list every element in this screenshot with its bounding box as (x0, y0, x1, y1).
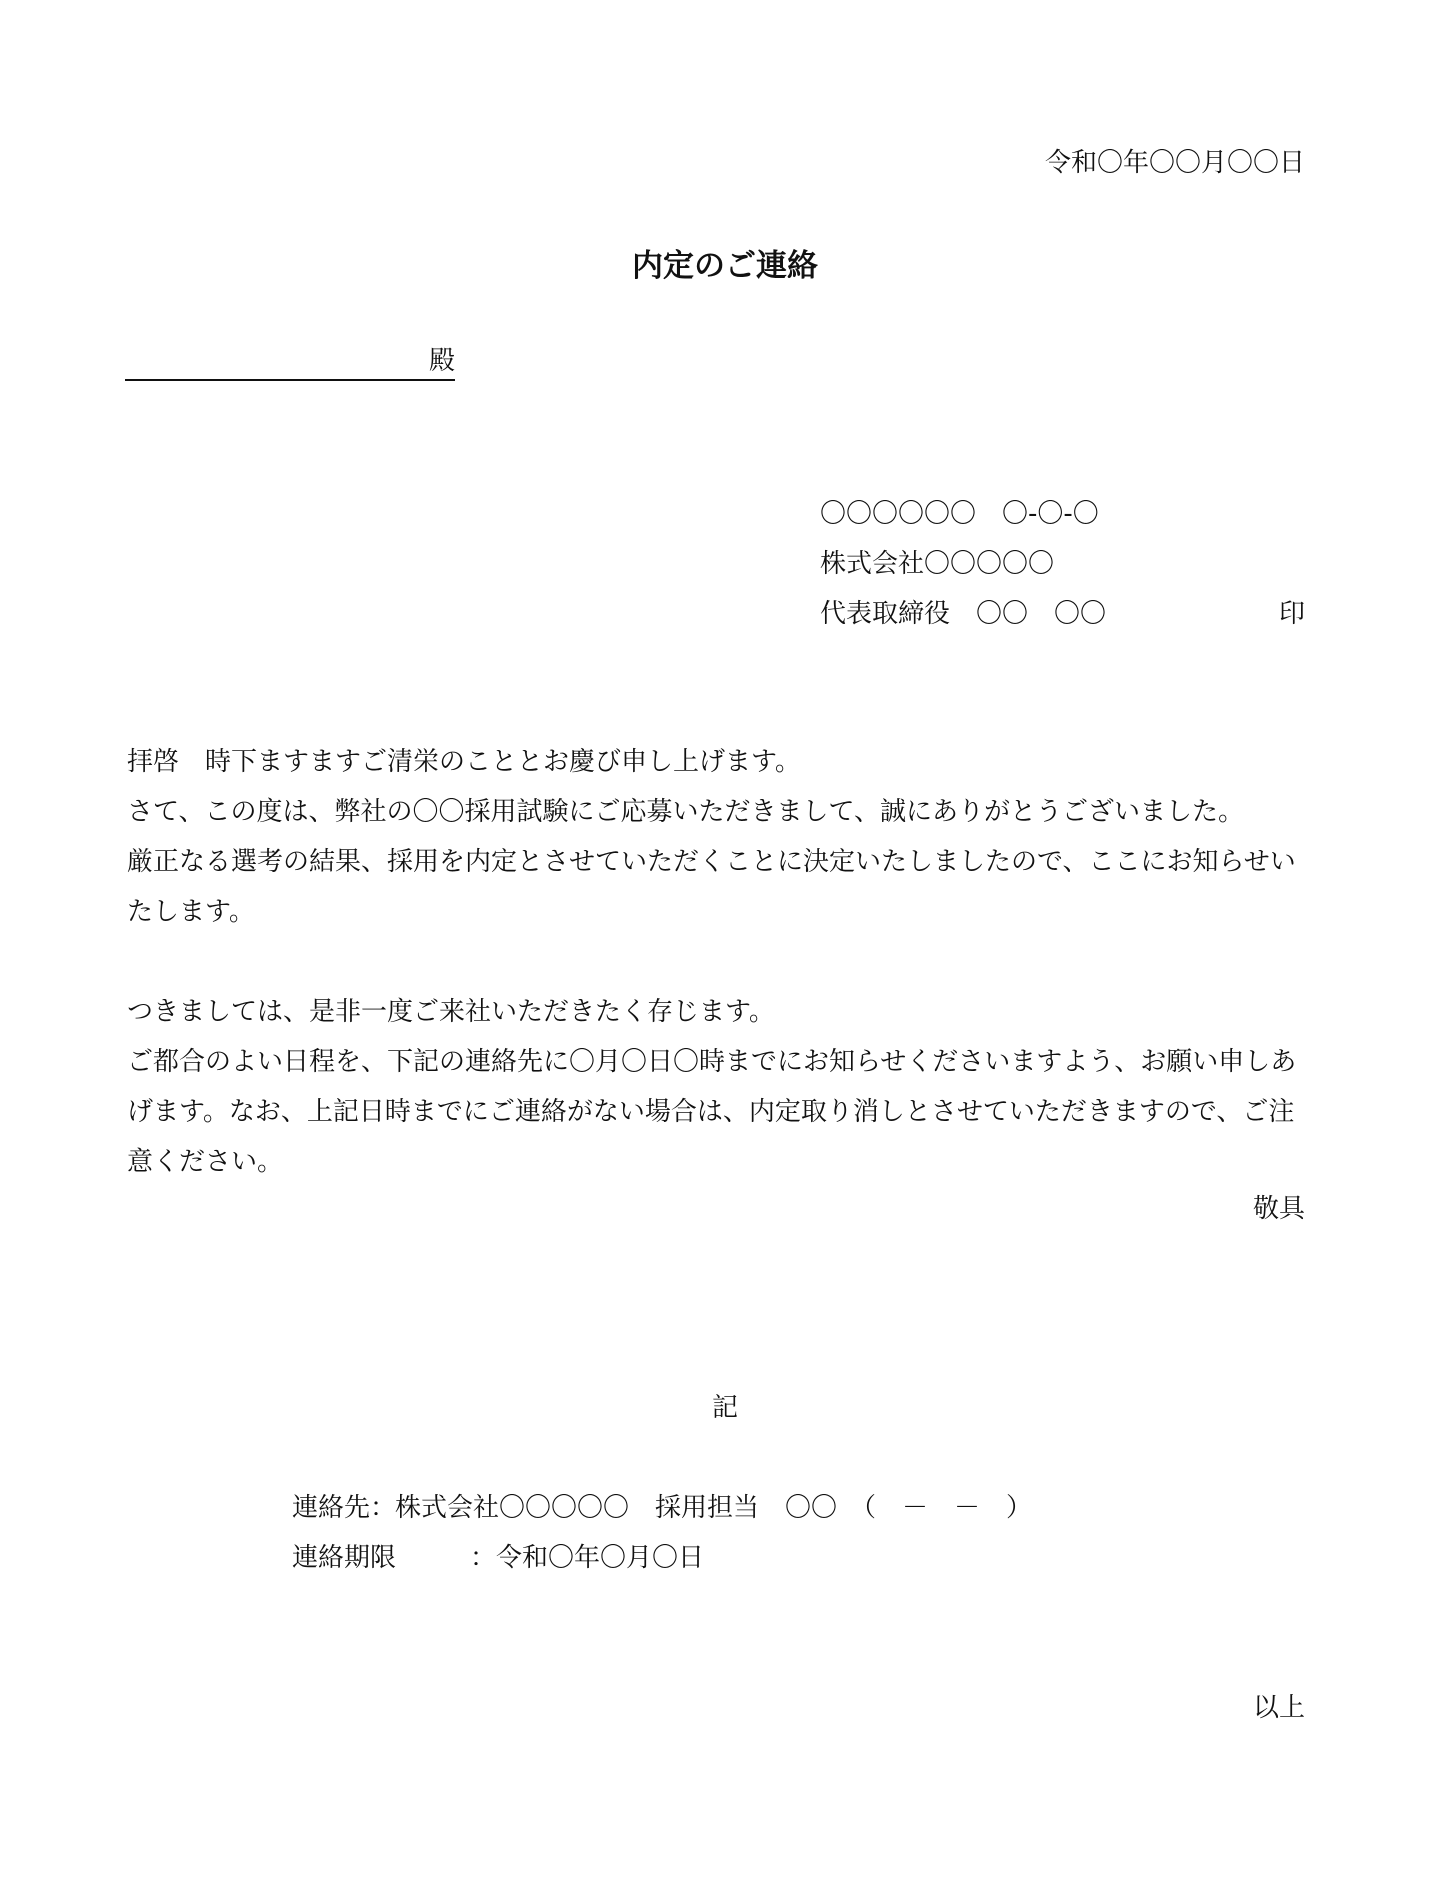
sender-representative: 代表取締役 〇〇 〇〇 (820, 599, 1107, 629)
body-paragraph-1: 拝啓 時下ますますご清栄のこととお慶び申し上げます。 さて、この度は、弊社の〇〇採用試験にご応募いただきまして、誠にありがとうございました。 厳正なる選考の結果、採用を内定とさせていただくことに決定いたしましたので、ここにお知らせいたします。 (127, 747, 1296, 927)
recipient-suffix: 殿 (428, 346, 455, 376)
page-title: 内定のご連絡 (632, 248, 818, 284)
sender-company: 株式会社〇〇〇〇〇 (820, 549, 1055, 579)
document-date: 令和〇年〇〇月〇〇日 (1044, 148, 1305, 178)
seal-mark: 印 (1278, 599, 1305, 629)
sender-address: 〇〇〇〇〇〇 〇‐〇‐〇 (820, 499, 1099, 529)
closing-keigu: 敬具 (1252, 1194, 1305, 1224)
contact-value: 株式会社〇〇〇〇〇 採用担当 〇〇 （ － － ） (395, 1493, 1033, 1523)
deadline-label: 連絡期限 (292, 1543, 397, 1573)
closing-ijou: 以上 (1252, 1693, 1305, 1723)
ki-heading: 記 (711, 1393, 738, 1423)
contact-label: 連絡先： (292, 1493, 397, 1523)
body-paragraph-2: つきましては、是非一度ご来社いただきたく存じます。 ご都合のよい日程を、下記の連絡先に〇月〇日〇時までにお知らせくださいますよう、お願い申しあげます。なお、上記日時までにご連絡がない場合は、内定取り消しとさせていただきますので、ご注意ください。 (127, 997, 1297, 1177)
deadline-value: ：令和〇年〇月〇日 (470, 1543, 705, 1573)
recipient-line (125, 340, 455, 381)
